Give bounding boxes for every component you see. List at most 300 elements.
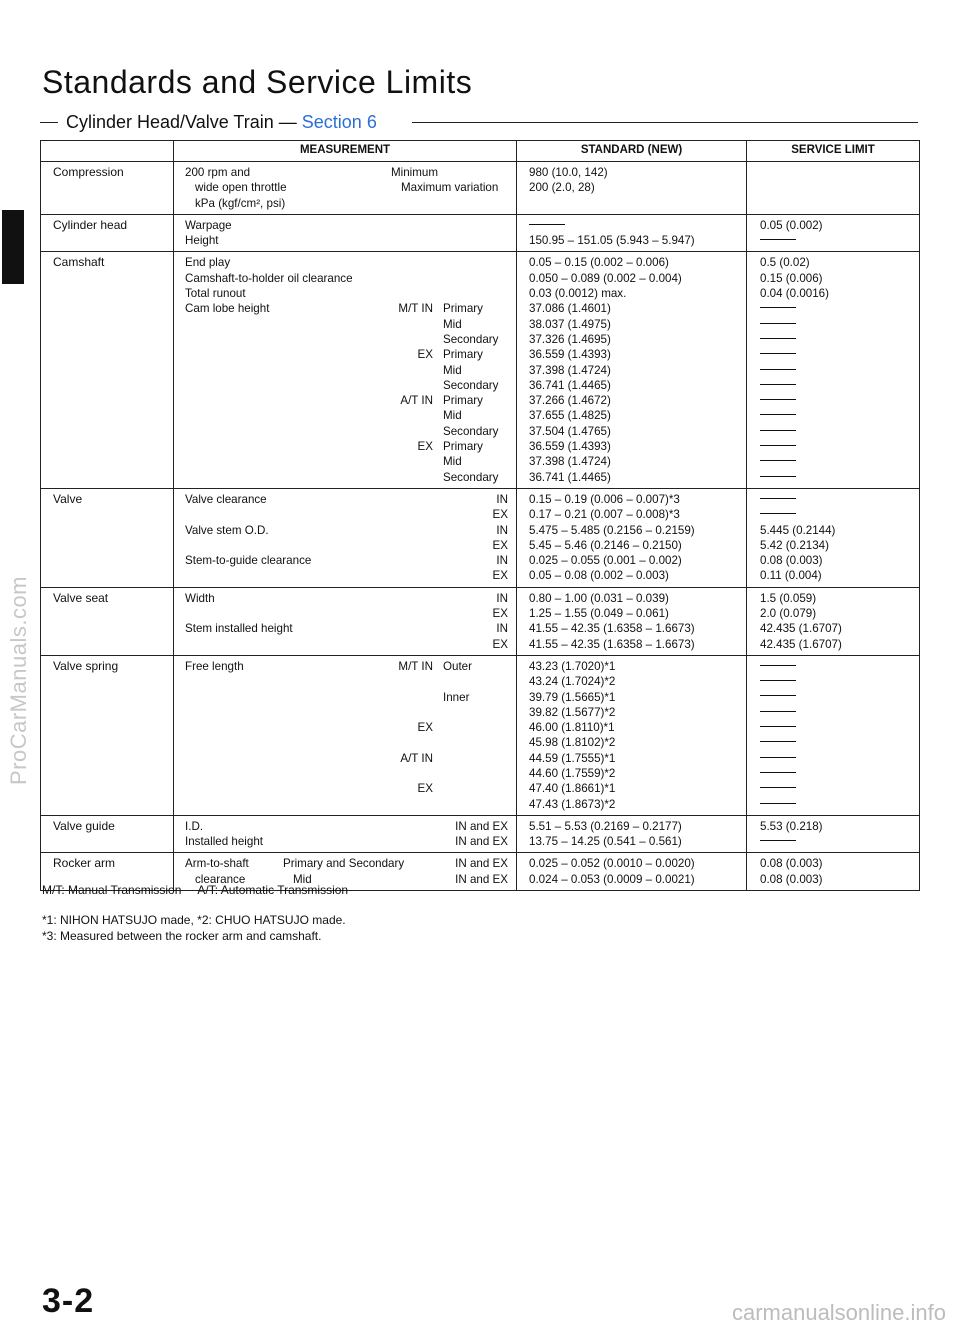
measurement-trans	[353, 454, 443, 469]
divider-left	[40, 122, 58, 123]
measurement-line	[185, 332, 508, 347]
row-standard	[517, 587, 747, 655]
measurement-trans	[353, 819, 443, 834]
measurement-text: Warpage	[185, 218, 232, 232]
measurement-line	[185, 454, 508, 469]
measurement-qualifier: Primary	[443, 440, 483, 454]
chapter-tab-marker	[2, 210, 24, 284]
standard-value: 45.98 (1.8102)*2	[529, 736, 616, 750]
row-standard	[517, 252, 747, 488]
service-limit-value: 0.5 (0.02)	[760, 256, 810, 270]
dash-mark	[760, 680, 796, 681]
measurement-text	[185, 705, 353, 720]
measurement-trans	[353, 674, 443, 689]
measurement-trans	[353, 378, 443, 393]
row-standard	[517, 655, 747, 815]
service-limit-value: 42.435 (1.6707)	[760, 622, 842, 636]
measurement-trans	[353, 834, 443, 849]
measurement-qualifier	[443, 196, 508, 211]
row-standard	[517, 162, 747, 215]
section-heading	[66, 112, 377, 133]
dash-mark	[760, 445, 796, 446]
measurement-trans	[353, 766, 443, 781]
measurement-line	[185, 180, 508, 195]
measurement-qualifier: Secondary	[443, 470, 499, 484]
measurement-trans	[353, 470, 443, 485]
measurement-trans: EX	[417, 440, 433, 454]
measurement-line	[185, 538, 508, 553]
standard-value: 41.55 – 42.35 (1.6358 – 1.6673)	[529, 637, 695, 651]
standard-value: 37.655 (1.4825)	[529, 409, 611, 423]
measurement-trans: EX	[417, 721, 433, 735]
measurement-trans	[353, 621, 443, 636]
measurement-trans	[353, 196, 443, 211]
row-item-label: Valve	[41, 488, 174, 587]
standard-value: 0.050 – 0.089 (0.002 – 0.004)	[529, 271, 682, 285]
row-service-limit	[747, 587, 920, 655]
notes	[42, 882, 348, 944]
measurement-text: Stem installed height	[185, 622, 293, 636]
service-limit-value	[760, 705, 913, 720]
measurement-qualifier	[443, 286, 508, 301]
measurement-trans	[353, 553, 443, 568]
service-limit-value	[760, 454, 913, 469]
measurement-text	[185, 454, 353, 469]
measurement-text	[185, 347, 353, 362]
dash-mark	[760, 460, 796, 461]
service-limit-value: 1.5 (0.059)	[760, 591, 817, 605]
measurement-trans: A/T IN	[400, 394, 433, 408]
measurement-qualifier	[443, 674, 508, 689]
measurement-qualifier	[443, 797, 508, 812]
measurement-text: Valve clearance	[185, 492, 267, 506]
standard-value: 44.59 (1.7555)*1	[529, 751, 616, 765]
measurement-qualifier	[443, 218, 508, 233]
service-limit-value	[760, 317, 913, 332]
standard-value: 41.55 – 42.35 (1.6358 – 1.6673)	[529, 622, 695, 636]
measurement-line	[185, 591, 508, 606]
measurement-line	[185, 720, 508, 735]
measurement-line	[185, 439, 508, 454]
measurement-text	[185, 637, 353, 652]
bottom-watermark: carmanualsonline.info	[731, 1300, 946, 1325]
service-limit-value	[760, 470, 913, 485]
header-service-limit: SERVICE LIMIT	[747, 141, 920, 162]
service-limit-value	[760, 735, 913, 750]
measurement-line	[185, 378, 508, 393]
measurement-trans: EX	[417, 348, 433, 362]
standard-value: 0.05 – 0.15 (0.002 – 0.006)	[529, 256, 669, 270]
measurement-qualifier	[443, 720, 508, 735]
measurement-qualifier: EX	[492, 569, 508, 583]
table-row	[41, 162, 920, 215]
dash-mark	[760, 772, 796, 773]
measurement-trans	[353, 408, 443, 423]
row-measurement	[174, 815, 517, 853]
measurement-text	[185, 408, 353, 423]
dash-mark	[760, 741, 796, 742]
measurement-qualifier: Primary and Secondary	[283, 857, 405, 871]
standard-value: 39.79 (1.5665)*1	[529, 690, 616, 704]
measurement-text: Camshaft-to-holder oil clearance	[185, 271, 353, 285]
measurement-line	[185, 735, 508, 750]
service-limit-value	[760, 378, 913, 393]
row-item-label: Camshaft	[41, 252, 174, 488]
row-standard	[517, 853, 747, 891]
measurement-qualifier: Primary	[443, 348, 483, 362]
row-service-limit	[747, 252, 920, 488]
measurement-qualifier: IN and EX	[455, 835, 508, 849]
measurement-line	[185, 492, 508, 507]
measurement-text	[185, 439, 353, 454]
measurement-line	[185, 621, 508, 636]
measurement-text	[185, 378, 353, 393]
measurement-text: kPa (kgf/cm², psi)	[195, 196, 286, 210]
row-service-limit	[747, 815, 920, 853]
measurement-qualifier: IN	[496, 554, 508, 568]
measurement-text: Total runout	[185, 287, 246, 301]
measurement-line	[185, 165, 508, 180]
standard-value: 5.475 – 5.485 (0.2156 – 0.2159)	[529, 523, 695, 537]
measurement-line	[185, 553, 508, 568]
dash-mark	[760, 757, 796, 758]
dash-mark	[760, 665, 796, 666]
measurement-trans: M/T IN	[398, 659, 433, 673]
measurement-line	[185, 606, 508, 621]
standard-value: 980 (10.0, 142)	[529, 166, 608, 179]
measurement-trans: EX	[417, 782, 433, 796]
measurement-line	[185, 301, 508, 316]
standard-value: 37.398 (1.4724)	[529, 455, 611, 469]
service-limit-value	[760, 674, 913, 689]
side-watermark: ProCarManuals.com	[6, 575, 31, 785]
measurement-text	[185, 766, 353, 781]
measurement-side: IN and EX	[455, 857, 508, 871]
measurement-qualifier	[443, 751, 508, 766]
measurement-line	[185, 218, 508, 233]
measurement-qualifier: Secondary	[443, 332, 499, 346]
measurement-qualifier: Primary	[443, 394, 483, 408]
measurement-trans	[353, 363, 443, 378]
measurement-qualifier	[443, 766, 508, 781]
row-measurement	[174, 252, 517, 488]
row-standard	[517, 488, 747, 587]
service-limit-value: 5.445 (0.2144)	[760, 523, 836, 537]
measurement-line	[185, 286, 508, 301]
table-header-row	[41, 141, 920, 162]
measurement-line	[185, 233, 508, 248]
dash-mark	[760, 726, 796, 727]
dash-mark	[760, 399, 796, 400]
service-limit-value	[760, 492, 913, 507]
measurement-text	[185, 751, 353, 766]
measurement-line	[185, 637, 508, 652]
row-service-limit	[747, 214, 920, 252]
measurement-line	[185, 271, 508, 286]
measurement-qualifier: Minimum	[391, 166, 439, 179]
row-item-label: Valve seat	[41, 587, 174, 655]
measurement-trans	[353, 218, 443, 233]
measurement-trans	[353, 705, 443, 720]
standard-value: 0.15 – 0.19 (0.006 – 0.007)*3	[529, 492, 680, 506]
measurement-text	[185, 735, 353, 750]
dash-mark	[760, 414, 796, 415]
standard-value: 13.75 – 14.25 (0.541 – 0.561)	[529, 835, 682, 849]
measurement-line	[185, 819, 508, 834]
service-limit-value	[760, 834, 913, 849]
service-limit-value: 0.04 (0.0016)	[760, 287, 829, 301]
measurement-text	[185, 606, 353, 621]
row-item-label: Cylinder head	[41, 214, 174, 252]
service-limit-value: 42.435 (1.6707)	[760, 637, 842, 651]
measurement-text	[185, 568, 353, 583]
row-service-limit	[747, 488, 920, 587]
standard-value: 39.82 (1.5677)*2	[529, 705, 616, 719]
measurement-text	[185, 507, 353, 522]
measurement-text: Installed height	[185, 835, 263, 849]
service-limit-value	[760, 180, 913, 195]
measurement-line	[185, 766, 508, 781]
row-item-label: Valve guide	[41, 815, 174, 853]
measurement-trans	[353, 424, 443, 439]
standard-value: 37.086 (1.4601)	[529, 302, 611, 316]
measurement-trans	[353, 233, 443, 248]
dash-mark	[760, 369, 796, 370]
measurement-trans: M/T IN	[398, 302, 433, 316]
measurement-qualifier: EX	[492, 538, 508, 552]
table-row	[41, 815, 920, 853]
standard-value: 0.024 – 0.053 (0.0009 – 0.0021)	[529, 872, 695, 886]
standard-value: 43.23 (1.7020)*1	[529, 659, 616, 673]
dash-mark	[760, 498, 796, 499]
service-limit-value	[760, 363, 913, 378]
service-limit-value	[760, 507, 913, 522]
section-link[interactable]: Section 6	[301, 112, 377, 132]
dash-mark	[760, 338, 796, 339]
measurement-trans	[353, 538, 443, 553]
divider-right	[412, 122, 918, 123]
measurement-trans	[353, 255, 443, 270]
measurement-line	[185, 659, 508, 674]
measurement-text: Arm-to-shaft	[185, 857, 249, 871]
service-limit-value	[760, 408, 913, 423]
row-service-limit	[747, 655, 920, 815]
service-limit-value	[760, 301, 913, 316]
measurement-qualifier: IN	[496, 523, 508, 537]
measurement-text	[185, 317, 353, 332]
measurement-trans	[353, 523, 443, 538]
service-limit-value	[760, 439, 913, 454]
standard-value: 36.741 (1.4465)	[529, 378, 611, 392]
measurement-line	[185, 196, 508, 211]
measurement-trans	[353, 507, 443, 522]
standard-value: 46.00 (1.8110)*1	[529, 721, 615, 735]
measurement-qualifier: Secondary	[443, 378, 499, 392]
measurement-text	[185, 424, 353, 439]
standard-value: 0.05 – 0.08 (0.002 – 0.003)	[529, 569, 669, 583]
standard-value: 44.60 (1.7559)*2	[529, 766, 616, 780]
measurement-qualifier: Mid	[293, 872, 312, 886]
measurement-qualifier: IN	[496, 591, 508, 605]
dash-mark	[760, 307, 796, 308]
measurement-qualifier	[443, 781, 508, 796]
standard-value: 36.559 (1.4393)	[529, 348, 611, 362]
measurement-text: End play	[185, 256, 231, 270]
measurement-qualifier: IN	[496, 492, 508, 506]
measurement-qualifier	[443, 705, 508, 720]
measurement-qualifier: IN and EX	[455, 819, 508, 833]
measurement-trans	[353, 637, 443, 652]
service-limit-value: 5.42 (0.2134)	[760, 538, 829, 552]
measurement-text: I.D.	[185, 819, 204, 833]
measurement-trans	[353, 735, 443, 750]
standard-value: 36.741 (1.4465)	[529, 470, 611, 484]
service-limit-value: 0.15 (0.006)	[760, 271, 823, 285]
measurement-line	[185, 781, 508, 796]
measurement-qualifier: Outer	[443, 659, 472, 673]
measurement-line	[185, 507, 508, 522]
measurement-qualifier	[443, 233, 508, 248]
table-row	[41, 587, 920, 655]
standard-value: 0.80 – 1.00 (0.031 – 0.039)	[529, 591, 669, 605]
measurement-text: Cam lobe height	[185, 302, 270, 316]
dash-mark	[760, 239, 796, 240]
measurement-text	[185, 470, 353, 485]
header-standard: STANDARD (NEW)	[517, 141, 747, 162]
service-limit-value: 0.08 (0.003)	[760, 554, 823, 568]
standard-value: 47.40 (1.8661)*1	[529, 782, 616, 796]
measurement-qualifier: IN	[496, 622, 508, 636]
standard-value: 0.03 (0.0012) max.	[529, 287, 627, 301]
measurement-text	[185, 690, 353, 705]
standard-value: 5.51 – 5.53 (0.2169 – 0.2177)	[529, 819, 682, 833]
measurement-trans	[353, 797, 443, 812]
dash-mark	[760, 711, 796, 712]
page-number: 3-2	[42, 1282, 95, 1320]
standard-value: 47.43 (1.8673)*2	[529, 797, 616, 811]
measurement-trans	[353, 591, 443, 606]
measurement-line	[185, 797, 508, 812]
service-limit-value	[760, 659, 913, 674]
service-limit-value: 0.08 (0.003)	[760, 857, 823, 871]
measurement-text: Height	[185, 234, 219, 248]
measurement-text: wide open throttle	[195, 181, 287, 195]
standard-value: 200 (2.0, 28)	[529, 181, 595, 195]
row-item-label: Rocker arm	[41, 853, 174, 891]
measurement-line	[185, 408, 508, 423]
standard-value: 0.17 – 0.21 (0.007 – 0.008)*3	[529, 508, 680, 522]
service-limit-value: 2.0 (0.079)	[760, 607, 817, 621]
dash-mark	[760, 803, 796, 804]
table-row	[41, 655, 920, 815]
standard-value: 150.95 – 151.05 (5.943 – 5.947)	[529, 234, 695, 248]
measurement-qualifier: Secondary	[443, 424, 499, 438]
measurement-line	[185, 856, 508, 871]
measurement-qualifier	[443, 255, 508, 270]
standard-value: 37.504 (1.4765)	[529, 424, 611, 438]
measurement-qualifier	[443, 271, 508, 286]
measurement-text: Width	[185, 591, 215, 605]
measurement-trans	[353, 317, 443, 332]
measurement-line	[185, 674, 508, 689]
table-row	[41, 214, 920, 252]
row-standard	[517, 815, 747, 853]
measurement-line	[185, 705, 508, 720]
spec-table	[40, 140, 920, 891]
measurement-line	[185, 347, 508, 362]
dash-mark	[760, 695, 796, 696]
measurement-text	[185, 720, 353, 735]
measurement-trans	[353, 286, 443, 301]
service-limit-value	[760, 751, 913, 766]
service-limit-value	[760, 165, 913, 180]
dash-mark	[760, 323, 796, 324]
standard-value: 38.037 (1.4975)	[529, 317, 611, 331]
measurement-qualifier: Mid	[443, 363, 462, 377]
measurement-trans: A/T IN	[400, 751, 433, 765]
row-measurement	[174, 488, 517, 587]
service-limit-value: 0.11 (0.004)	[760, 569, 822, 583]
measurement-text: Free length	[185, 659, 244, 673]
header-measurement: MEASUREMENT	[174, 141, 517, 162]
service-limit-value	[760, 797, 913, 812]
service-limit-value	[760, 766, 913, 781]
dash-mark	[760, 840, 796, 841]
measurement-qualifier: Mid	[443, 317, 462, 331]
standard-value: 5.45 – 5.46 (0.2146 – 0.2150)	[529, 538, 682, 552]
measurement-text	[185, 363, 353, 378]
row-service-limit	[747, 162, 920, 215]
measurement-line	[185, 470, 508, 485]
row-measurement	[174, 587, 517, 655]
measurement-line	[185, 690, 508, 705]
footnote-1: *1: NIHON HATSUJO made, *2: CHUO HATSUJO made.	[42, 913, 346, 927]
measurement-text: Stem-to-guide clearance	[185, 554, 312, 568]
header-item	[41, 141, 174, 162]
measurement-line	[185, 317, 508, 332]
measurement-text: clearance	[195, 872, 246, 886]
dash-mark	[760, 353, 796, 354]
measurement-line	[185, 424, 508, 439]
measurement-side: IN and EX	[455, 872, 508, 886]
table-row	[41, 488, 920, 587]
abbreviation-note: M/T: Manual Transmission A/T: Automatic Transmission	[42, 883, 349, 897]
measurement-line	[185, 568, 508, 583]
measurement-line	[185, 255, 508, 270]
standard-value: 0.025 – 0.052 (0.0010 – 0.0020)	[529, 857, 695, 871]
measurement-qualifier: Mid	[443, 409, 462, 423]
dash-mark	[760, 513, 796, 514]
standard-value	[529, 218, 740, 233]
standard-value: 0.025 – 0.055 (0.001 – 0.002)	[529, 554, 682, 568]
measurement-text: 200 rpm and	[185, 166, 251, 179]
measurement-text	[185, 538, 353, 553]
measurement-text	[185, 781, 353, 796]
dash-mark	[760, 430, 796, 431]
measurement-qualifier: Maximum variation	[401, 181, 499, 195]
measurement-qualifier: EX	[492, 508, 508, 522]
measurement-text	[185, 332, 353, 347]
service-limit-value	[760, 393, 913, 408]
section-heading-text: Cylinder Head/Valve Train —	[66, 112, 297, 132]
measurement-text: Valve stem O.D.	[185, 523, 269, 537]
row-item-label: Valve spring	[41, 655, 174, 815]
standard-value: 36.559 (1.4393)	[529, 440, 611, 454]
measurement-line	[185, 834, 508, 849]
standard-value: 1.25 – 1.55 (0.049 – 0.061)	[529, 607, 669, 621]
service-limit-value	[760, 690, 913, 705]
measurement-qualifier: EX	[492, 607, 508, 621]
